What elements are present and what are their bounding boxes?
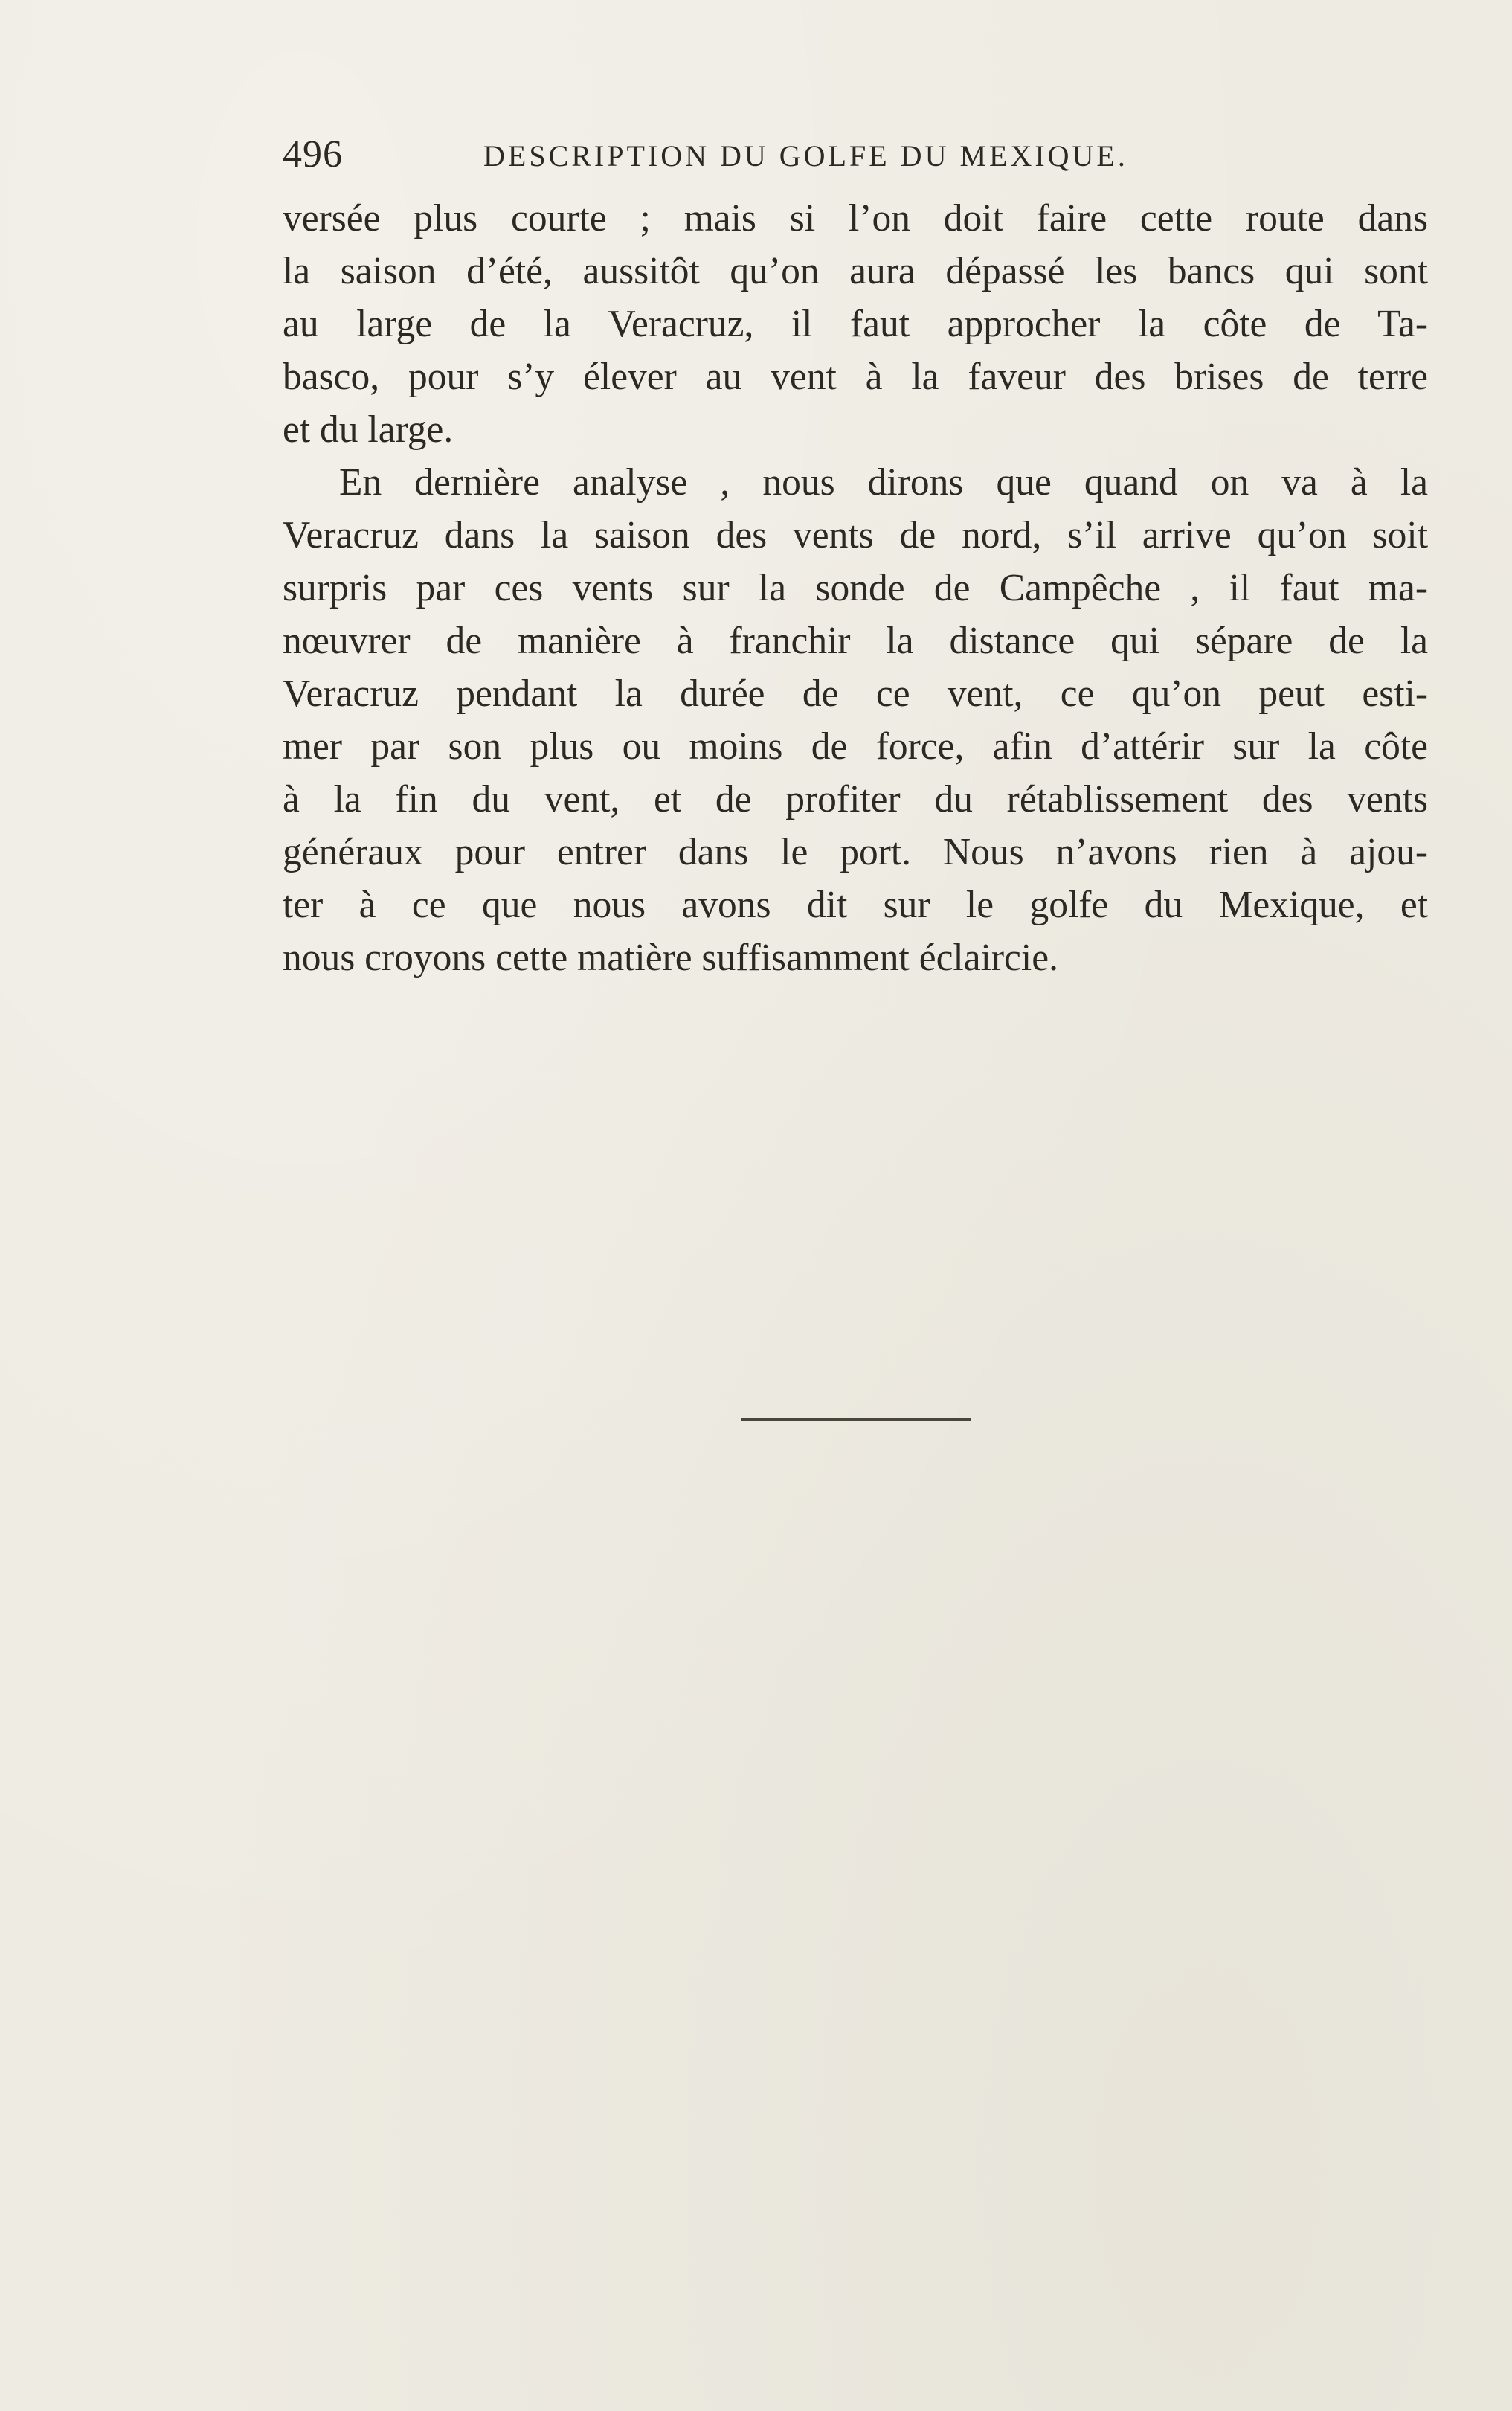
text-line: ter à ce que nous avons dit sur le golfe du Mexique, et: [283, 884, 1428, 926]
text-line: nous croyons cette matière suffisamment éclaircie.: [283, 937, 1058, 979]
text-line: à la fin du vent, et de profiter du rétablissement des vents: [283, 778, 1428, 821]
paragraph-1: [283, 192, 1428, 456]
text-line: nœuvrer de manière à franchir la distance qui sépare de la: [283, 620, 1428, 662]
text-line: Veracruz dans la saison des vents de nord, s’il arrive qu’on soit: [283, 514, 1428, 556]
text-line: basco, pour s’y élever au vent à la faveur des brises de terre: [283, 356, 1428, 398]
paragraph-2: [283, 456, 1428, 984]
page-header: [283, 132, 1242, 177]
text-line: la saison d’été, aussitôt qu’on aura dépassé les bancs qui sont: [283, 250, 1428, 292]
text-line: et du large.: [283, 408, 454, 451]
text-line: au large de la Veracruz, il faut approcher la côte de Ta-: [283, 303, 1428, 345]
text-line: Veracruz pendant la durée de ce vent, ce qu’on peut esti-: [283, 672, 1428, 715]
text-line: En dernière analyse , nous dirons que quand on va à la: [339, 461, 1428, 504]
text-line: mer par son plus ou moins de force, afin d’attérir sur la côte: [283, 725, 1428, 768]
text-line: surpris par ces vents sur la sonde de Campêche , il faut ma-: [283, 567, 1428, 609]
end-rule: [741, 1418, 971, 1421]
text-line: généraux pour entrer dans le port. Nous n’avons rien à ajou-: [283, 831, 1428, 873]
body-text: [283, 192, 1428, 984]
page-number: 496: [283, 133, 343, 176]
running-head: DESCRIPTION DU GOLFE DU MEXIQUE.: [483, 139, 1128, 173]
text-line: versée plus courte ; mais si l’on doit faire cette route dans: [283, 197, 1428, 240]
